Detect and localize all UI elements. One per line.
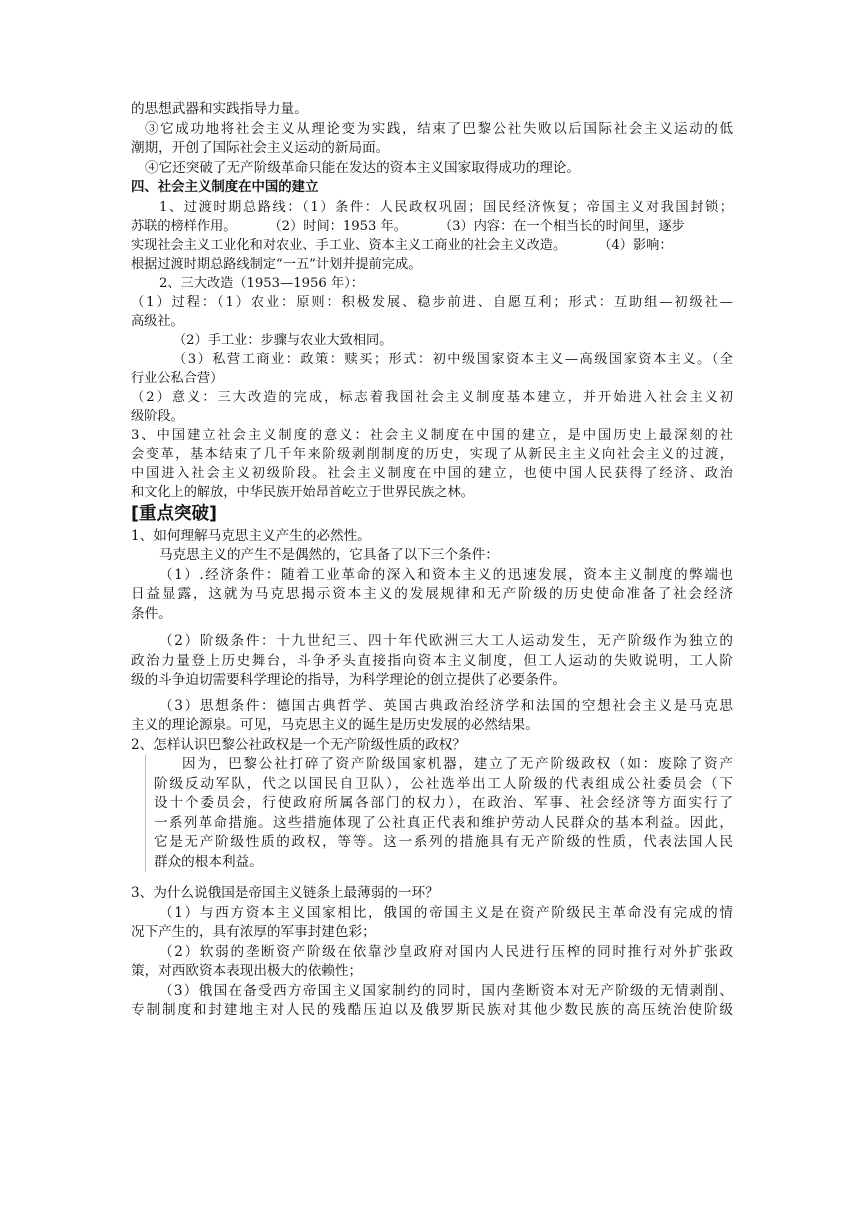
question-line: 3、为什么说俄国是帝国主义链条上最薄弱的一环？ <box>131 885 439 901</box>
text-line: 1、过渡时期总路线：（1）条件：人民政权巩固；国民经济恢复；帝国主义对我国封锁； <box>159 199 733 215</box>
text-line: 和文化上的解放，中华民族开始昂首屹立于世界民族之林。 <box>131 484 474 500</box>
text-line: 潮期，开创了国际社会主义运动的新局面。 <box>131 140 390 156</box>
text-line: （2）软弱的垄断资产阶级在依靠沙皇政府对国内人民进行压榨的同时推行对外扩张政 <box>159 943 733 960</box>
text-line: 条件。 <box>131 605 172 622</box>
text-line: 高级社。 <box>131 313 184 329</box>
text-line: （2）阶级条件：十九世纪三、四十年代欧洲三大工人运动发生，无产阶级作为独立的 <box>159 633 733 649</box>
text-line: 日益显露，这就为马克思揭示资本主义的发展规律和无产阶级的历史使命准备了社会经济 <box>131 586 733 602</box>
text-line: 政治力量登上历史舞台，斗争矛头直接指向资本主义制度，但工人运动的失败说明，工人阶 <box>131 652 733 669</box>
text-line <box>131 236 733 255</box>
text-span: （4）影响： <box>598 237 673 253</box>
document-body <box>131 100 733 1021</box>
text-line: 中国进入社会主义初级阶段。社会主义制度在中国的建立，也使中国人民获得了经济、政治 <box>131 465 733 481</box>
text-line: （2）手工业：步骤与农业大致相同。 <box>173 332 393 348</box>
text-line: （3）俄国在备受西方帝国主义国家制约的同时，国内垄断资本对无产阶级的无情剥削、 <box>159 982 733 999</box>
text-line: 会变革，基本结束了几千年来阶级剥削制度的历史，实现了从新民主主义向社会主义的过渡， <box>131 446 733 462</box>
text-span: （3）内容：在一个相当长的时间里，逐步 <box>438 218 685 234</box>
text-line: （1）.经济条件：随着工业革命的深入和资本主义的迅速发展，资本主义制度的弊端也 <box>159 566 733 583</box>
question-line: 1、如何理解马克思主义产生的必然性。 <box>131 527 371 544</box>
text-line: 因为，巴黎公社打碎了资产阶级国家机器，建立了无产阶级政权（如：废除了资产 <box>182 756 733 772</box>
text-line: 群众的根本利益。 <box>154 853 263 870</box>
text-line: （1）与西方资本主义国家相比，俄国的帝国主义是在资产阶级民主革命没有完成的情 <box>159 904 733 921</box>
text-line: 3、中国建立社会主义制度的意义：社会主义制度在中国的建立，是中国历史上最深刻的社 <box>131 427 733 443</box>
text-line: 它是无产阶级性质的政权，等等。这一系列的措施具有无产阶级的性质，代表法国人民 <box>154 834 733 850</box>
text-span: 实现社会主义工业化和对农业、手工业、资本主义工商业的社会主义改造。 <box>131 237 567 253</box>
text-line: （3）思想条件：德国古典哲学、英国古典政治经济学和法国的空想社会主义是马克思 <box>159 697 733 714</box>
text-line: 阶级反动军队，代之以国民自卫队），公社选举出工人阶级的代表组成公社委员会（下 <box>154 775 733 792</box>
text-line: ④它还突破了无产阶级革命只能在发达的资本主义国家取得成功的理论。 <box>145 159 580 176</box>
text-span: 苏联的榜样作用。 <box>131 218 237 234</box>
text-line: 主义的理论源泉。可见，马克思主义的诞生是历史发展的必然结果。 <box>131 717 539 733</box>
text-line: 根据过渡时期总路线制定“一五”计划并提前完成。 <box>131 256 422 272</box>
text-line: 策，对西欧资本表现出极大的依赖性； <box>131 963 363 979</box>
text-line: （1）过程：（1）农业：原则：积极发展、稳步前进、自愿互利；形式：互助组—初级社— <box>131 294 733 310</box>
question-line: 2、怎样认识巴黎公社政权是一个无产阶级性质的政权？ <box>131 736 466 753</box>
text-line: （3）私营工商业：政策：赎买；形式：初中级国家资本主义—高级国家资本主义。（全 <box>173 351 733 367</box>
text-line: 马克思主义的产生不是偶然的，它具备了以下三个条件： <box>159 547 499 563</box>
section-heading: [重点突破] <box>131 503 217 524</box>
text-line: 专制制度和封建地主对人民的残酷压迫以及俄罗斯民族对其他少数民族的高压统治使阶级 <box>131 1002 733 1018</box>
text-line: ③它成功地将社会主义从理论变为实践，结束了巴黎公社失败以后国际社会主义运动的低 <box>145 120 733 137</box>
text-line <box>131 217 733 236</box>
text-line: 2、三大改造（1953—1956 年）： <box>159 275 364 291</box>
text-line: 况下产生的，具有浓厚的军事封建色彩； <box>131 924 376 940</box>
answer-box <box>145 755 733 872</box>
text-line: 一系列革命措施。这些措施体现了公社真正代表和维护劳动人民群众的基本利益。因此， <box>154 814 733 831</box>
text-line: 的思想武器和实践指导力量。 <box>131 101 308 117</box>
text-line: 级阶段。 <box>131 408 184 424</box>
text-line: 级的斗争迫切需要科学理论的指导，为科学理论的创立提供了必要条件。 <box>131 672 566 688</box>
text-line: （2）意义：三大改造的完成，标志着我国社会主义制度基本建立，并开始进入社会主义初 <box>131 389 733 405</box>
text-line: 设十个委员会，行使政府所属各部门的权力），在政治、军事、社会经济等方面实行了 <box>154 795 733 811</box>
text-span: （2）时间：1953 年。 <box>268 218 407 234</box>
text-line: 行业公私合营） <box>131 370 224 386</box>
section-heading: 四、社会主义制度在中国的建立 <box>131 180 319 195</box>
